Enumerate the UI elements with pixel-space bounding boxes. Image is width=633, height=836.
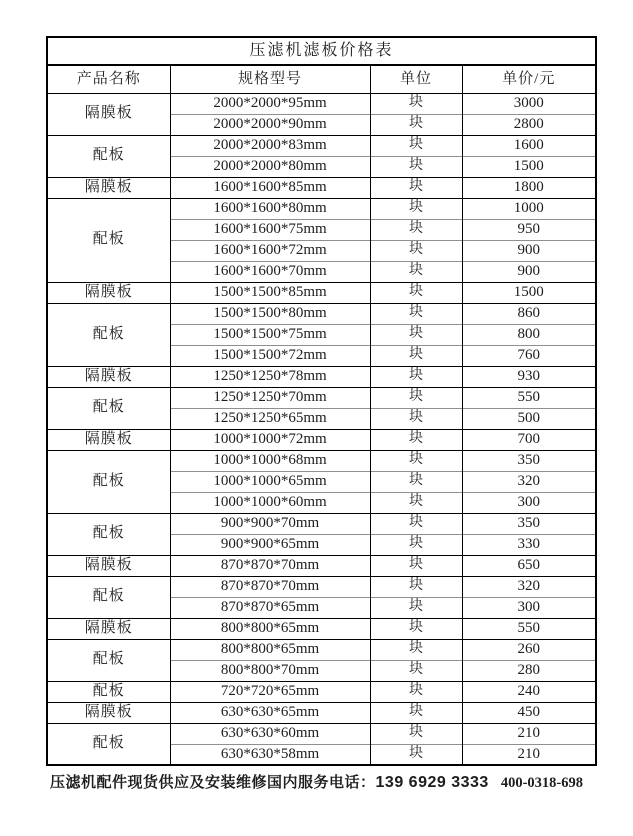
product-cell: 配板 bbox=[47, 723, 170, 765]
price-cell: 1500 bbox=[462, 156, 596, 177]
unit-cell: 块 bbox=[370, 450, 462, 471]
footer-phone-mobile: 139 6929 3333 bbox=[375, 774, 489, 791]
table-row bbox=[47, 555, 596, 576]
price-cell: 210 bbox=[462, 744, 596, 765]
price-cell: 260 bbox=[462, 639, 596, 660]
product-cell: 隔膜板 bbox=[47, 177, 170, 198]
spec-cell: 630*630*65mm bbox=[170, 702, 370, 723]
unit-cell: 块 bbox=[370, 660, 462, 681]
unit-cell: 块 bbox=[370, 114, 462, 135]
product-cell: 配板 bbox=[47, 303, 170, 366]
product-cell: 隔膜板 bbox=[47, 702, 170, 723]
spec-cell: 800*800*70mm bbox=[170, 660, 370, 681]
price-cell: 1800 bbox=[462, 177, 596, 198]
table-row bbox=[47, 282, 596, 303]
spec-cell: 2000*2000*90mm bbox=[170, 114, 370, 135]
spec-cell: 2000*2000*80mm bbox=[170, 156, 370, 177]
price-cell: 1500 bbox=[462, 282, 596, 303]
spec-cell: 870*870*70mm bbox=[170, 555, 370, 576]
table-row bbox=[47, 681, 596, 702]
spec-cell: 1600*1600*85mm bbox=[170, 177, 370, 198]
table-row bbox=[47, 702, 596, 723]
spec-cell: 1500*1500*85mm bbox=[170, 282, 370, 303]
product-cell: 隔膜板 bbox=[47, 282, 170, 303]
price-cell: 350 bbox=[462, 450, 596, 471]
spec-cell: 630*630*60mm bbox=[170, 723, 370, 744]
price-cell: 2800 bbox=[462, 114, 596, 135]
spec-cell: 900*900*70mm bbox=[170, 513, 370, 534]
price-cell: 300 bbox=[462, 492, 596, 513]
spec-cell: 1600*1600*72mm bbox=[170, 240, 370, 261]
price-cell: 650 bbox=[462, 555, 596, 576]
column-header-price: 单价/元 bbox=[462, 65, 596, 93]
price-cell: 550 bbox=[462, 618, 596, 639]
price-cell: 1000 bbox=[462, 198, 596, 219]
price-cell: 240 bbox=[462, 681, 596, 702]
column-header-product: 产品名称 bbox=[47, 65, 170, 93]
spec-cell: 900*900*65mm bbox=[170, 534, 370, 555]
table-row bbox=[47, 177, 596, 198]
price-cell: 900 bbox=[462, 261, 596, 282]
unit-cell: 块 bbox=[370, 681, 462, 702]
table-row bbox=[47, 576, 596, 597]
unit-cell: 块 bbox=[370, 408, 462, 429]
product-cell: 隔膜板 bbox=[47, 618, 170, 639]
price-cell: 550 bbox=[462, 387, 596, 408]
spec-cell: 800*800*65mm bbox=[170, 618, 370, 639]
price-cell: 300 bbox=[462, 597, 596, 618]
spec-cell: 1000*1000*60mm bbox=[170, 492, 370, 513]
price-cell: 330 bbox=[462, 534, 596, 555]
spec-cell: 2000*2000*83mm bbox=[170, 135, 370, 156]
table-row bbox=[47, 639, 596, 660]
table-title: 压滤机滤板价格表 bbox=[47, 37, 596, 65]
spec-cell: 870*870*65mm bbox=[170, 597, 370, 618]
product-cell: 配板 bbox=[47, 639, 170, 681]
unit-cell: 块 bbox=[370, 156, 462, 177]
spec-cell: 1000*1000*65mm bbox=[170, 471, 370, 492]
unit-cell: 块 bbox=[370, 177, 462, 198]
unit-cell: 块 bbox=[370, 639, 462, 660]
price-table bbox=[46, 36, 597, 766]
price-cell: 210 bbox=[462, 723, 596, 744]
unit-cell: 块 bbox=[370, 387, 462, 408]
unit-cell: 块 bbox=[370, 240, 462, 261]
header-row bbox=[47, 65, 596, 93]
unit-cell: 块 bbox=[370, 219, 462, 240]
spec-cell: 1250*1250*78mm bbox=[170, 366, 370, 387]
price-cell: 1600 bbox=[462, 135, 596, 156]
product-cell: 隔膜板 bbox=[47, 429, 170, 450]
column-header-unit: 单位 bbox=[370, 65, 462, 93]
unit-cell: 块 bbox=[370, 702, 462, 723]
spec-cell: 1500*1500*80mm bbox=[170, 303, 370, 324]
table-row bbox=[47, 450, 596, 471]
product-cell: 配板 bbox=[47, 450, 170, 513]
unit-cell: 块 bbox=[370, 492, 462, 513]
unit-cell: 块 bbox=[370, 513, 462, 534]
product-cell: 配板 bbox=[47, 198, 170, 282]
table-row bbox=[47, 387, 596, 408]
price-cell: 320 bbox=[462, 471, 596, 492]
price-cell: 280 bbox=[462, 660, 596, 681]
table-row bbox=[47, 618, 596, 639]
table-row bbox=[47, 513, 596, 534]
price-cell: 700 bbox=[462, 429, 596, 450]
table-row bbox=[47, 93, 596, 114]
spec-cell: 1000*1000*68mm bbox=[170, 450, 370, 471]
unit-cell: 块 bbox=[370, 576, 462, 597]
product-cell: 配板 bbox=[47, 576, 170, 618]
price-cell: 350 bbox=[462, 513, 596, 534]
table-body bbox=[47, 93, 596, 765]
price-cell: 450 bbox=[462, 702, 596, 723]
spec-cell: 1600*1600*75mm bbox=[170, 219, 370, 240]
spec-cell: 1600*1600*80mm bbox=[170, 198, 370, 219]
table-row bbox=[47, 303, 596, 324]
unit-cell: 块 bbox=[370, 744, 462, 765]
unit-cell: 块 bbox=[370, 723, 462, 744]
unit-cell: 块 bbox=[370, 471, 462, 492]
product-cell: 配板 bbox=[47, 681, 170, 702]
spec-cell: 870*870*70mm bbox=[170, 576, 370, 597]
product-cell: 配板 bbox=[47, 387, 170, 429]
title-row bbox=[47, 37, 596, 65]
unit-cell: 块 bbox=[370, 366, 462, 387]
price-cell: 930 bbox=[462, 366, 596, 387]
unit-cell: 块 bbox=[370, 198, 462, 219]
spec-cell: 800*800*65mm bbox=[170, 639, 370, 660]
product-cell: 隔膜板 bbox=[47, 93, 170, 135]
footer bbox=[0, 771, 633, 792]
product-cell: 隔膜板 bbox=[47, 555, 170, 576]
spec-cell: 1250*1250*70mm bbox=[170, 387, 370, 408]
table-row bbox=[47, 366, 596, 387]
table-row bbox=[47, 429, 596, 450]
spec-cell: 1500*1500*75mm bbox=[170, 324, 370, 345]
spec-cell: 1500*1500*72mm bbox=[170, 345, 370, 366]
product-cell: 配板 bbox=[47, 135, 170, 177]
product-cell: 配板 bbox=[47, 513, 170, 555]
spec-cell: 1000*1000*72mm bbox=[170, 429, 370, 450]
unit-cell: 块 bbox=[370, 618, 462, 639]
unit-cell: 块 bbox=[370, 93, 462, 114]
price-cell: 500 bbox=[462, 408, 596, 429]
table-row bbox=[47, 723, 596, 744]
unit-cell: 块 bbox=[370, 324, 462, 345]
unit-cell: 块 bbox=[370, 429, 462, 450]
price-cell: 860 bbox=[462, 303, 596, 324]
unit-cell: 块 bbox=[370, 303, 462, 324]
footer-service-label: 压滤机配件现货供应及安装维修国内服务电话： bbox=[50, 775, 376, 791]
unit-cell: 块 bbox=[370, 555, 462, 576]
price-cell: 3000 bbox=[462, 93, 596, 114]
unit-cell: 块 bbox=[370, 261, 462, 282]
price-cell: 900 bbox=[462, 240, 596, 261]
price-cell: 800 bbox=[462, 324, 596, 345]
unit-cell: 块 bbox=[370, 597, 462, 618]
table-row bbox=[47, 198, 596, 219]
spec-cell: 1600*1600*70mm bbox=[170, 261, 370, 282]
product-cell: 隔膜板 bbox=[47, 366, 170, 387]
price-cell: 760 bbox=[462, 345, 596, 366]
unit-cell: 块 bbox=[370, 345, 462, 366]
price-cell: 320 bbox=[462, 576, 596, 597]
unit-cell: 块 bbox=[370, 534, 462, 555]
price-cell: 950 bbox=[462, 219, 596, 240]
spec-cell: 720*720*65mm bbox=[170, 681, 370, 702]
footer-phone-hotline: 400-0318-698 bbox=[500, 775, 583, 791]
table-row bbox=[47, 135, 596, 156]
unit-cell: 块 bbox=[370, 135, 462, 156]
column-header-spec: 规格型号 bbox=[170, 65, 370, 93]
spec-cell: 630*630*58mm bbox=[170, 744, 370, 765]
unit-cell: 块 bbox=[370, 282, 462, 303]
spec-cell: 2000*2000*95mm bbox=[170, 93, 370, 114]
spec-cell: 1250*1250*65mm bbox=[170, 408, 370, 429]
